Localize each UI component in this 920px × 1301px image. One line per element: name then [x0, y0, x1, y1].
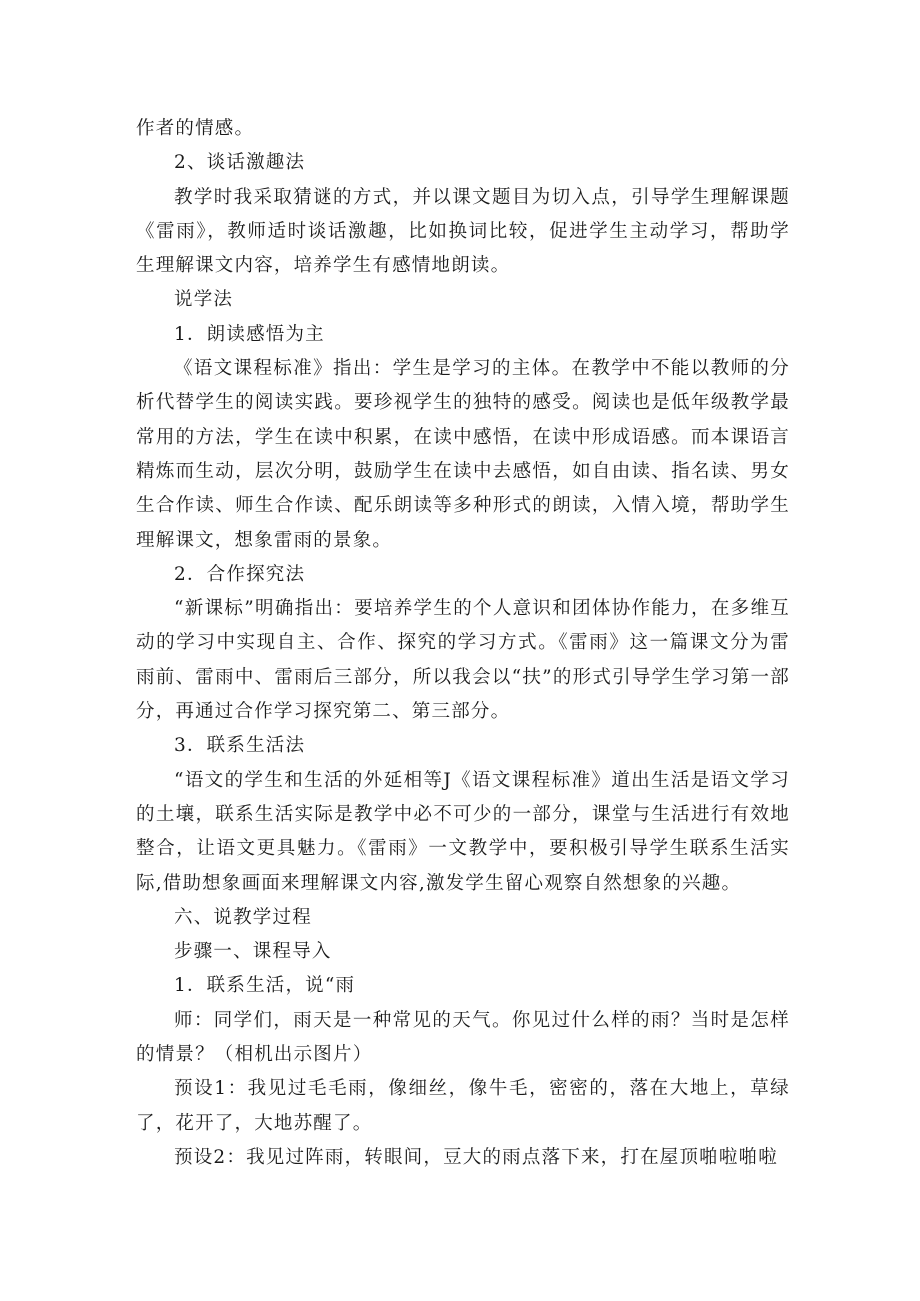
- heading-reading-perception: 1．朗读感悟为主: [174, 323, 325, 345]
- paragraph-life-connection: “语文的学生和生活的外延相等J《语文课程标准》道出生活是语文学习的土壤，联系生活实际是教学中必不可少的一部分，课堂与生活进行有效地整合，让语文更具魅力。《雷雨》一文教学中，要积极引导学生联系生活实际,借助想象画面来理解课文内容,激发学生留心观察自然想象的兴趣。: [136, 769, 790, 894]
- paragraph-continuation: 作者的情感。: [136, 118, 255, 139]
- paragraph-preset-two: 预设2：我见过阵雨，转眼间，豆大的雨点落下来，打在屋顶啪啦啪啦: [174, 1146, 778, 1168]
- heading-teaching-process: 六、说教学过程: [174, 906, 312, 928]
- heading-life-connection: 3．联系生活法: [174, 735, 306, 757]
- heading-cooperative-inquiry: 2．合作探究法: [174, 563, 306, 585]
- heading-learning-methods: 说学法: [174, 289, 234, 311]
- paragraph-talk-interest: 教学时我采取猜谜的方式，并以课文题目为切入点，引导学生理解课题《雷雨》，教师适时谈话激趣，比如换词比较，促进学生主动学习，帮助学生理解课文内容，培养学生有感情地朗读。: [136, 186, 790, 277]
- paragraph-reading-perception: 《语文课程标准》指出：学生是学习的主体。在教学中不能以教师的分析代替学生的阅读实践。要珍视学生的独特的感受。阅读也是低年级教学最常用的方法，学生在读中积累，在读中感悟，在读中形成语感。而本课语言精炼而生动，层次分明，鼓励学生在读中去感悟，如自由读、指名读、男女生合作读、师生合作读、配乐朗读等多种形式的朗读，入情入境，帮助学生理解课文，想象雷雨的景象。: [136, 358, 790, 551]
- heading-step-one: 步骤一、课程导入: [174, 941, 332, 963]
- paragraph-teacher-question: 师：同学们，雨天是一种常见的天气。你见过什么样的雨？当时是怎样的情景？（相机出示图片）: [136, 1009, 790, 1066]
- heading-connect-life-rain: 1．联系生活，说“雨: [174, 975, 356, 997]
- document-body: [136, 112, 790, 1175]
- paragraph-preset-one: 预设1：我见过毛毛雨，像细丝，像牛毛，密密的，落在大地上，草绿了，花开了，大地苏醒了。: [136, 1078, 790, 1134]
- paragraph-cooperative-inquiry: “新课标”明确指出：要培养学生的个人意识和团体协作能力，在多维互动的学习中实现自主、合作、探究的学习方式。《雷雨》这一篇课文分为雷雨前、雷雨中、雷雨后三部分，所以我会以“扶”的形式引导学生学习第一部分，再通过合作学习探究第二、第三部分。: [136, 598, 790, 723]
- heading-talk-interest-method: 2、谈话激趣法: [174, 152, 306, 174]
